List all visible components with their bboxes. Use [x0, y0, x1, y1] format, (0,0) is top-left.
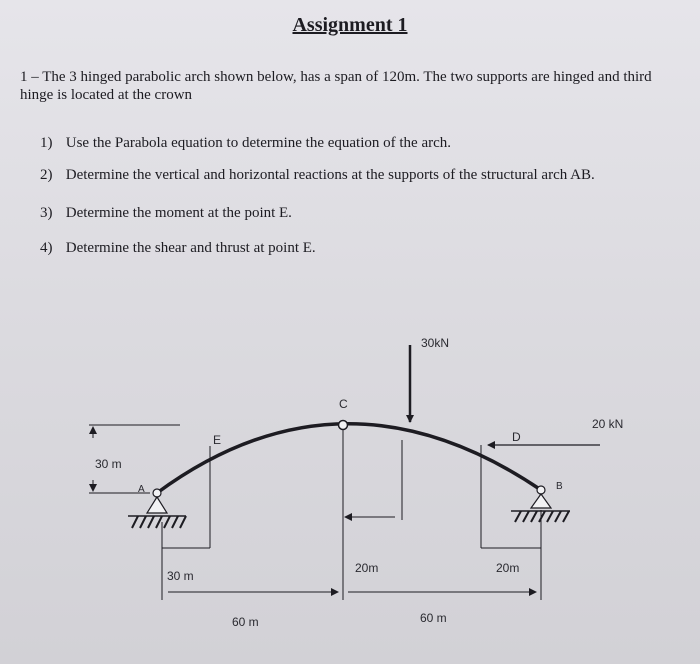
- crown-hinge: [339, 421, 348, 430]
- question-number: 1): [40, 135, 53, 151]
- label-20m-right: 20m: [496, 561, 520, 575]
- label-a: A: [138, 484, 145, 495]
- question-number: 3): [40, 205, 53, 221]
- label-60m-right: 60 m: [420, 611, 447, 625]
- label-b: B: [556, 481, 563, 492]
- label-c: C: [339, 397, 348, 411]
- label-d: D: [512, 430, 521, 444]
- assignment-title: Assignment 1: [292, 14, 408, 36]
- label-30kn: 30kN: [421, 336, 450, 350]
- question-number: 4): [40, 240, 53, 256]
- label-rise: 30 m: [95, 457, 122, 471]
- label-20kn: 20 kN: [592, 417, 624, 431]
- label-e: E: [213, 433, 222, 447]
- support-a: [128, 489, 186, 528]
- label-30m: 30 m: [167, 569, 194, 583]
- problem-statement: 1 – The 3 hinged parabolic arch shown below, has a span of 120m. The two supports are hinged and third hinge is located at the crown: [20, 69, 652, 103]
- label-60m-left: 60 m: [232, 615, 259, 629]
- question-text: Determine the vertical and horizontal reactions at the supports of the structural arch AB.: [65, 167, 595, 183]
- question-text: Determine the shear and thrust at point E.: [65, 240, 316, 256]
- label-20m-left: 20m: [355, 561, 379, 575]
- question-text: Determine the moment at the point E.: [65, 205, 292, 221]
- question-text: Use the Parabola equation to determine the equation of the arch.: [65, 135, 452, 151]
- question-number: 2): [40, 167, 53, 183]
